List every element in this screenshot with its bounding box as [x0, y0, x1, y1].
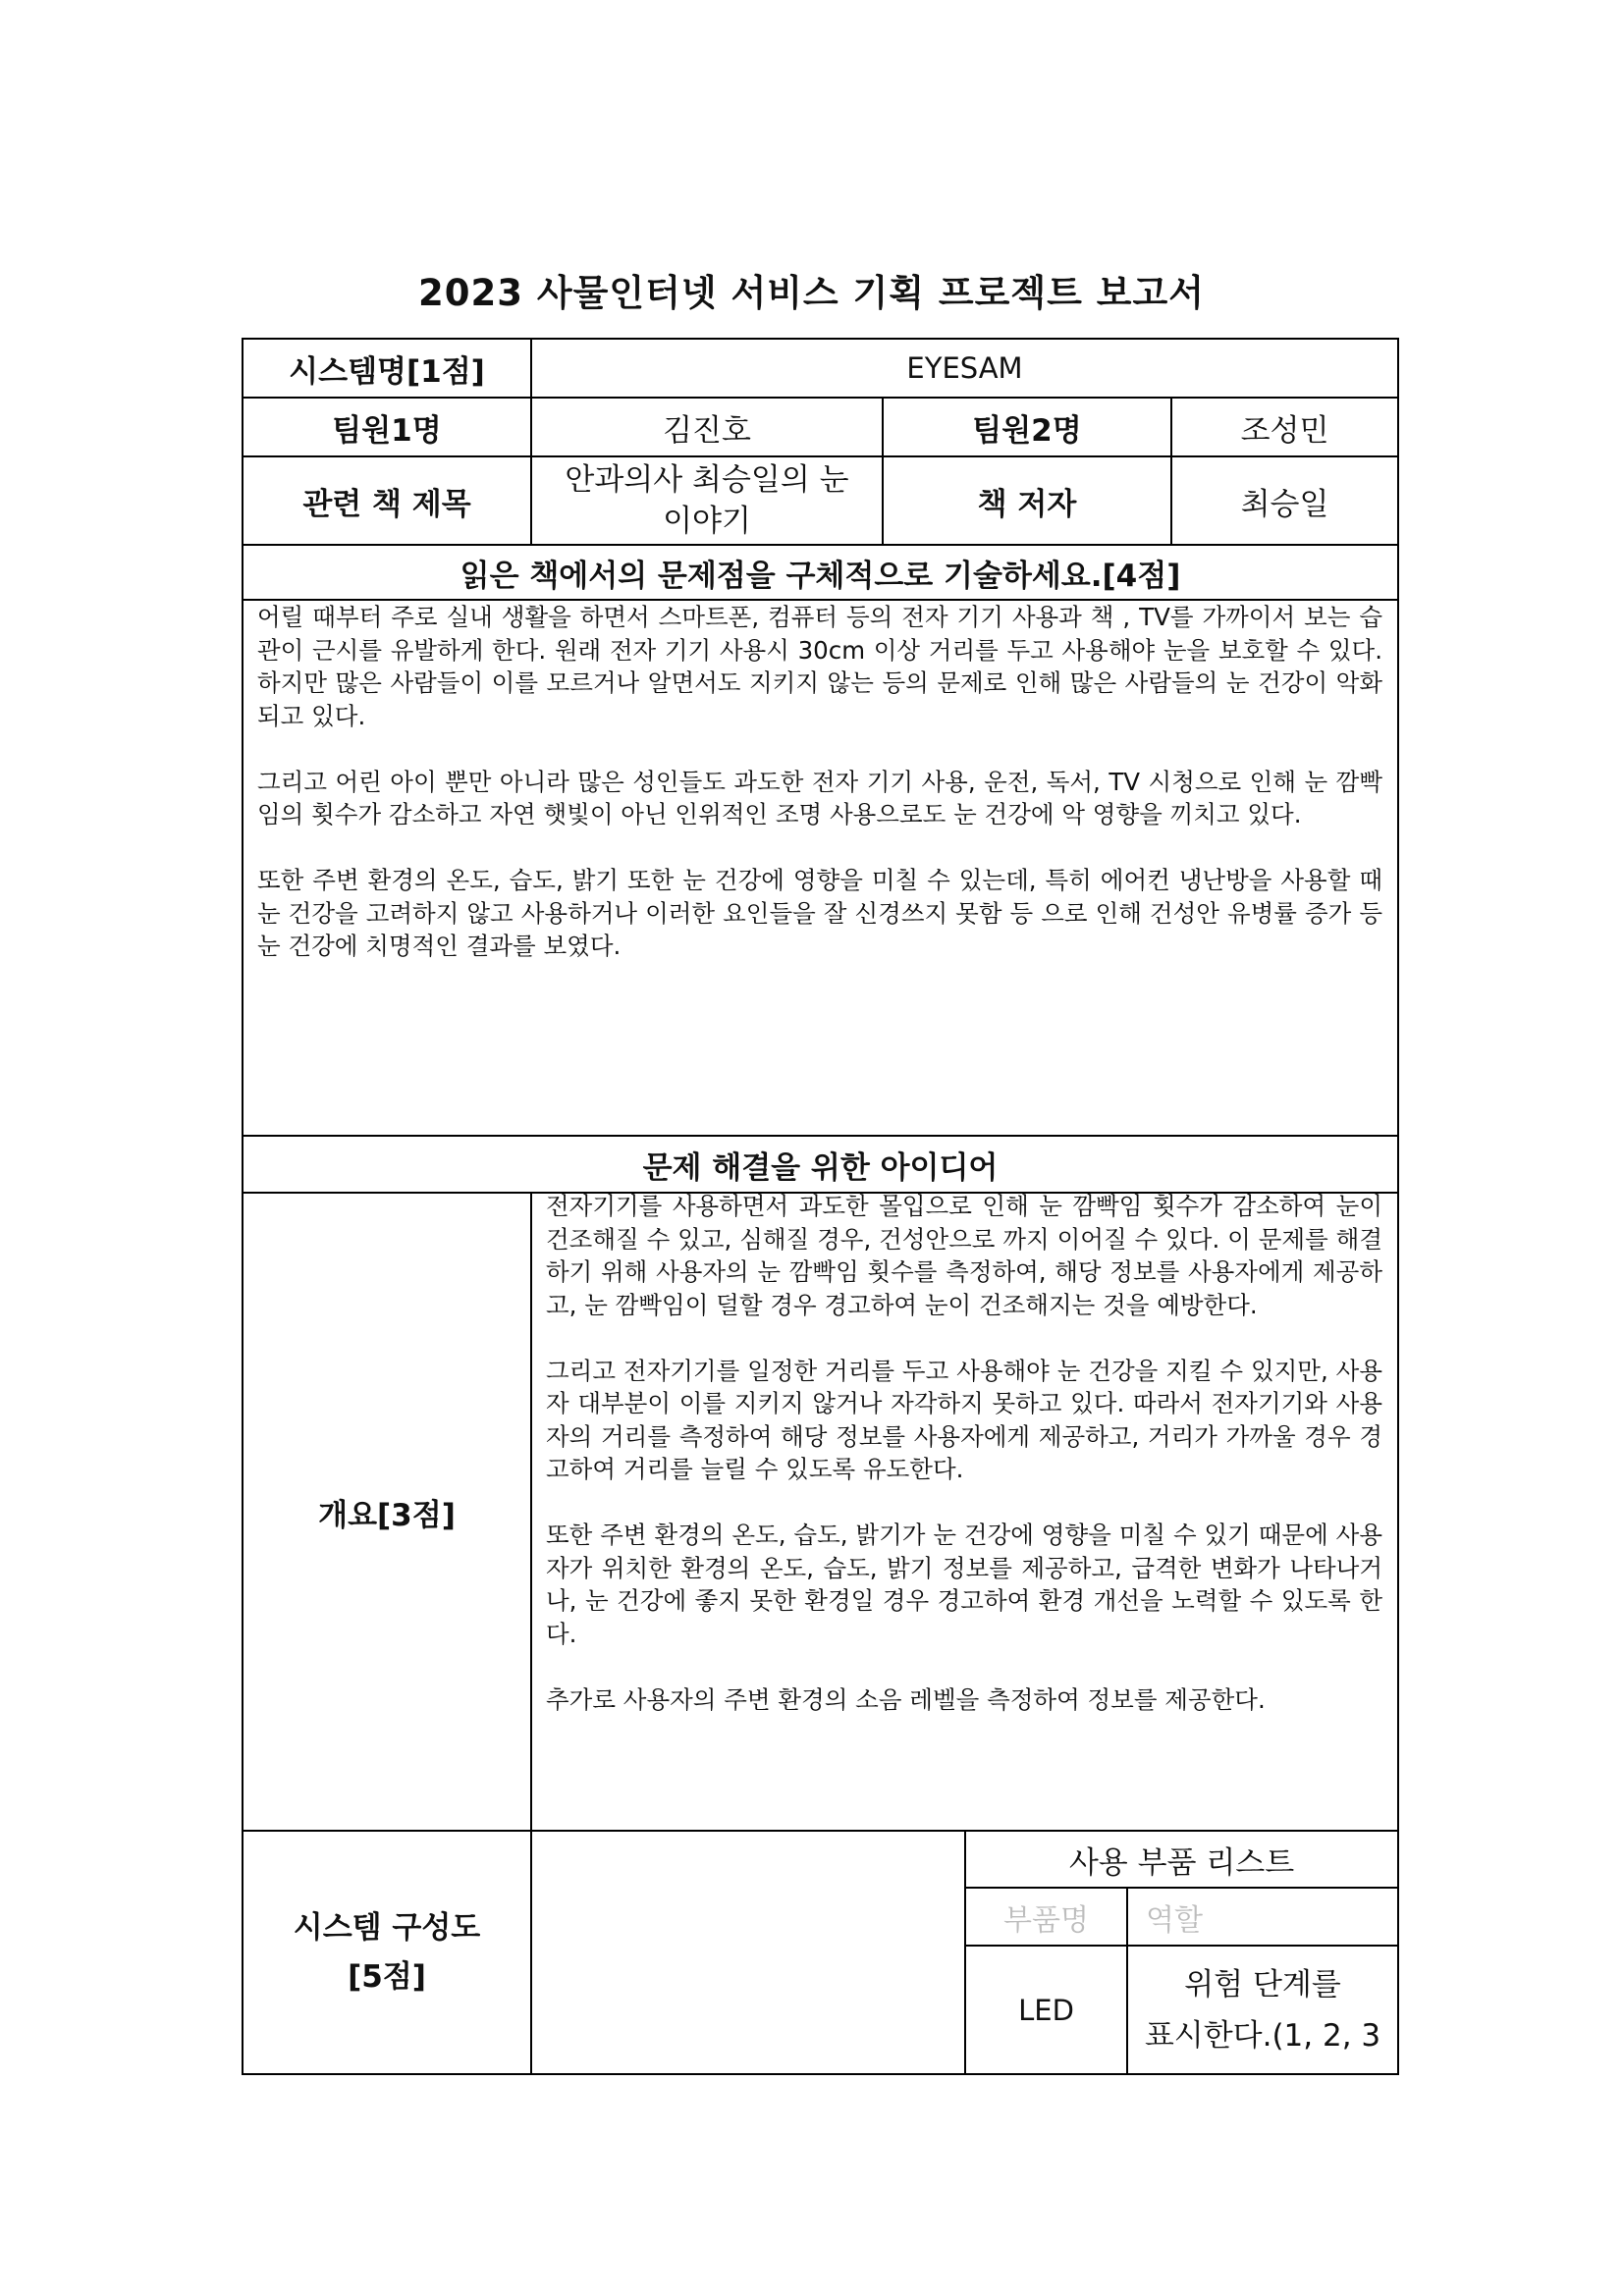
problem-paragraph: 그리고 어린 아이 뿐만 아니라 많은 성인들도 과도한 전자 기기 사용, 운전, 독서, TV 시청으로 인해 눈 깜빡임의 횟수가 감소하고 자연 햇빛이 아닌 인위적인 조명 사용으로도 눈 건강에 악 영향을 끼치고 있다.	[257, 767, 1382, 828]
part-role-line2: 표시한다.(1, 2, 3	[1144, 2017, 1381, 2054]
idea-heading: 문제 해결을 위한 아이디어	[642, 1149, 999, 1186]
problem-heading: 읽은 책에서의 문제점을 구체적으로 기술하세요.[4점]	[460, 558, 1181, 594]
member2-value: 조성민	[1240, 412, 1329, 449]
system-diagram-area	[532, 1832, 964, 2073]
book-title-value	[532, 457, 882, 544]
book-author-label: 책 저자	[977, 486, 1077, 522]
overview-paragraph: 그리고 전자기기를 일정한 거리를 두고 사용해야 눈 건강을 지킬 수 있지만, 사용자 대부분이 이를 지키지 않거나 자각하지 못하고 있다. 따라서 전자기기와 사용자의 거리를 측정하여 해당 정보를 사용자에게 제공하고, 거리가 가까울 경우 경고하여 거리를 늘릴 수 있도록 유도한다.	[546, 1356, 1382, 1483]
book-author-value: 최승일	[1240, 486, 1329, 522]
system-name-label: 시스템명[1점]	[289, 353, 485, 390]
problem-body	[257, 601, 1382, 963]
overview-paragraph: 전자기기를 사용하면서 과도한 몰입으로 인해 눈 깜빡임 횟수가 감소하여 눈이 건조해질 수 있고, 심해질 경우, 건성안으로 까지 이어질 수 있다. 이 문제를 해결하기 위해 사용자의 눈 깜빡임 횟수를 측정하여, 해당 정보를 사용자에게 제공하고, 눈 깜빡임이 덜할 경우 경고하여 눈이 건조해지는 것을 예방한다.	[546, 1192, 1382, 1319]
system-diagram-label	[243, 1832, 530, 2073]
overview-body	[546, 1190, 1382, 1716]
problem-paragraph: 어릴 때부터 주로 실내 생활을 하면서 스마트폰, 컴퓨터 등의 전자 기기 사용과 책 , TV를 가까이서 보는 습관이 근시를 유발하게 한다. 원래 전자 기기 사용시 30cm 이상 거리를 두고 사용해야 눈을 보호할 수 있다. 하지만 많은 사람들이 이를 모르거나 알면서도 지키지 않는 등의 문제로 인해 많은 사람들의 눈 건강이 악화되고 있다.	[257, 603, 1382, 730]
page-title: 2023 사물인터넷 서비스 기획 프로젝트 보고서	[418, 272, 1205, 314]
system-name-value: EYESAM	[906, 351, 1023, 385]
part-role-column-placeholder: 역할	[1146, 1902, 1203, 1938]
book-title-label: 관련 책 제목	[302, 486, 471, 522]
system-diagram-label-line1: 시스템 구성도	[293, 1910, 481, 1946]
part-name-column-placeholder: 부품명	[1003, 1902, 1089, 1938]
book-title-line2: 이야기	[663, 504, 751, 539]
member2-label: 팀원2명	[972, 412, 1082, 449]
part-role	[1128, 1947, 1397, 2073]
book-title-line1: 안과의사 최승일의 눈	[565, 462, 849, 498]
member1-label: 팀원1명	[332, 412, 442, 449]
overview-paragraph: 또한 주변 환경의 온도, 습도, 밝기가 눈 건강에 영향을 미칠 수 있기 때문에 사용자가 위치한 환경의 온도, 습도, 밝기 정보를 제공하고, 급격한 변화가 나타나거나, 눈 건강에 좋지 못한 환경일 경우 경고하여 환경 개선을 노력할 수 있도록 한다.	[546, 1521, 1382, 1648]
overview-label: 개요[3점]	[318, 1497, 456, 1533]
system-diagram-label-line2: [5점]	[348, 1959, 426, 1995]
part-role-line1: 위험 단계를	[1184, 1966, 1341, 2002]
parts-list-heading: 사용 부품 리스트	[1068, 1844, 1295, 1881]
member1-value: 김진호	[663, 412, 751, 449]
problem-paragraph: 또한 주변 환경의 온도, 습도, 밝기 또한 눈 건강에 영향을 미칠 수 있는데, 특히 에어컨 냉난방을 사용할 때 눈 건강을 고려하지 않고 사용하거나 이러한 요인들을 잘 신경쓰지 못함 등 으로 인해 건성안 유병률 증가 등 눈 건강에 치명적인 결과를 보였다.	[257, 866, 1382, 960]
overview-paragraph: 추가로 사용자의 주변 환경의 소음 레벨을 측정하여 정보를 제공한다.	[546, 1684, 1266, 1714]
part-name: LED	[1018, 1993, 1074, 2027]
